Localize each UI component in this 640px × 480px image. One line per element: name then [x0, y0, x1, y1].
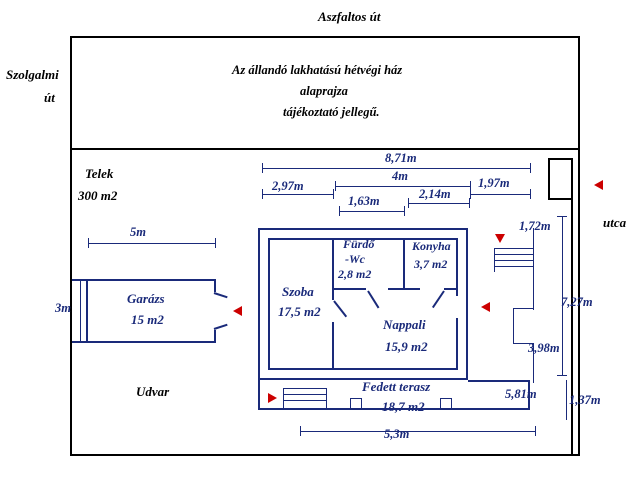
lot-border-bottom [70, 454, 580, 456]
door-gap-entrance [455, 296, 460, 318]
street-band-line-2 [548, 158, 572, 160]
left-road-label-line2: út [44, 90, 55, 105]
street-band-line-4 [548, 198, 572, 200]
side-step-1 [494, 248, 534, 249]
side-entry-arrow [495, 234, 505, 243]
dim-tick-53-right [535, 426, 536, 436]
terrace-step-3 [283, 400, 327, 401]
dim-tick-871-left [262, 163, 263, 173]
dim-tick-4m-left [335, 181, 336, 191]
lot-border-left [70, 36, 72, 456]
terrace-top-wall [468, 380, 530, 382]
side-step-3 [494, 260, 534, 261]
dim-label-5m: 5m [130, 225, 146, 239]
dim-tick-3m-bottom [75, 342, 85, 343]
house-wall-inner-bottom [268, 368, 458, 370]
terrace-step-2 [283, 394, 327, 395]
terrace-left-wall [258, 380, 260, 410]
furdo-area: 2,8 m2 [338, 267, 372, 281]
terrace-name: Fedett terasz [362, 379, 431, 394]
drawing-title-line3: tájékoztató jellegű. [283, 105, 380, 119]
dim-line-163 [339, 211, 405, 212]
house-wall-inner-left [268, 238, 270, 370]
nappali-name: Nappali [383, 317, 426, 332]
terrace-column-right [440, 398, 452, 409]
garage-area: 15 m2 [131, 312, 164, 327]
dim-tick-3m-top [75, 279, 85, 280]
terrace-area: 18,7 m2 [382, 399, 425, 414]
garage-entry-arrow [233, 306, 242, 316]
dim-tick-197-left [470, 189, 471, 199]
dim-tick-871-right [530, 163, 531, 173]
dim-tick-163-left [339, 206, 340, 216]
konyha-area: 3,7 m2 [414, 257, 448, 271]
dim-label-4m: 4m [392, 169, 408, 183]
dim-line-214 [408, 203, 470, 204]
dim-tick-163-right [404, 206, 405, 216]
partition-furdo-konyha [403, 238, 405, 290]
garage-outline [86, 279, 216, 343]
right-boundary-line-d [513, 308, 514, 344]
furdo-name-line1: Fürdő [343, 237, 375, 251]
terrace-step-edge [283, 388, 284, 408]
garage-name: Garázs [127, 291, 165, 306]
dim-label-727: 7,27m [561, 295, 593, 309]
dim-label-871: 8,71m [385, 151, 417, 165]
dim-label-297: 2,97m [272, 179, 304, 193]
terrace-step-1 [283, 388, 327, 389]
left-road-label-line1: Szolgalmi [6, 67, 59, 82]
konyha-name: Konyha [412, 239, 451, 253]
dim-tick-5m-right [215, 238, 216, 248]
dim-line-3m [80, 279, 81, 343]
dim-line-197 [470, 194, 530, 195]
dim-tick-297-left [262, 189, 263, 199]
dim-label-197: 1,97m [478, 176, 510, 190]
dim-tick-297-right [333, 189, 334, 199]
entrance-arrow [481, 302, 490, 312]
side-step-edge-right [533, 248, 534, 272]
furdo-name-line2: -Wc [345, 252, 365, 266]
szoba-name: Szoba [282, 284, 314, 299]
lot-road-divider [70, 148, 580, 150]
nappali-area: 15,9 m2 [385, 339, 428, 354]
door-gap-konyha [420, 287, 444, 291]
street-access-arrow-top [594, 180, 603, 190]
dim-line-297 [262, 194, 334, 195]
dim-label-53: 5,3m [384, 427, 410, 441]
terrace-step-edge-2 [326, 388, 327, 408]
szoba-area: 17,5 m2 [278, 304, 321, 319]
dim-tick-727-top [557, 216, 567, 217]
lot-label-line1: Telek [85, 166, 114, 181]
drawing-title-line2: alaprajza [300, 84, 348, 98]
street-band-line-3 [548, 158, 550, 200]
dim-label-214: 2,14m [419, 187, 451, 201]
lot-label-line2: 300 m2 [78, 188, 118, 203]
drawing-title-line1: Az állandó lakhatású hétvégi ház [232, 63, 403, 77]
dim-label-3m: 3m [55, 301, 71, 315]
yard-label: Udvar [136, 384, 170, 399]
dim-label-172: 1,72m [519, 219, 551, 233]
dim-tick-5m-left [88, 238, 89, 248]
terrace-entry-arrow [268, 393, 277, 403]
right-street-label: utca [603, 215, 627, 230]
lot-border-top [70, 36, 580, 38]
dim-tick-727-bottom [557, 375, 567, 376]
terrace-column-left [350, 398, 362, 409]
garage-door-opening [214, 292, 217, 330]
side-step-4 [494, 266, 534, 267]
dim-line-137 [566, 380, 567, 420]
side-step-2 [494, 254, 534, 255]
dim-tick-214-right [469, 198, 470, 208]
dim-label-137: 1,37m [569, 393, 601, 407]
dim-line-53 [300, 431, 536, 432]
right-boundary-line-c [513, 308, 534, 309]
dim-label-581: 5,81m [505, 387, 537, 401]
right-boundary-line-b [533, 272, 534, 310]
side-step-edge-left [494, 248, 495, 272]
dim-tick-214-left [408, 198, 409, 208]
dim-tick-197-right [530, 189, 531, 199]
dim-tick-53-left [300, 426, 301, 436]
dim-label-163: 1,63m [348, 194, 380, 208]
dim-line-5m [88, 243, 216, 244]
top-road-label: Aszfaltos út [318, 9, 381, 24]
dim-label-398: 3,98m [528, 341, 560, 355]
